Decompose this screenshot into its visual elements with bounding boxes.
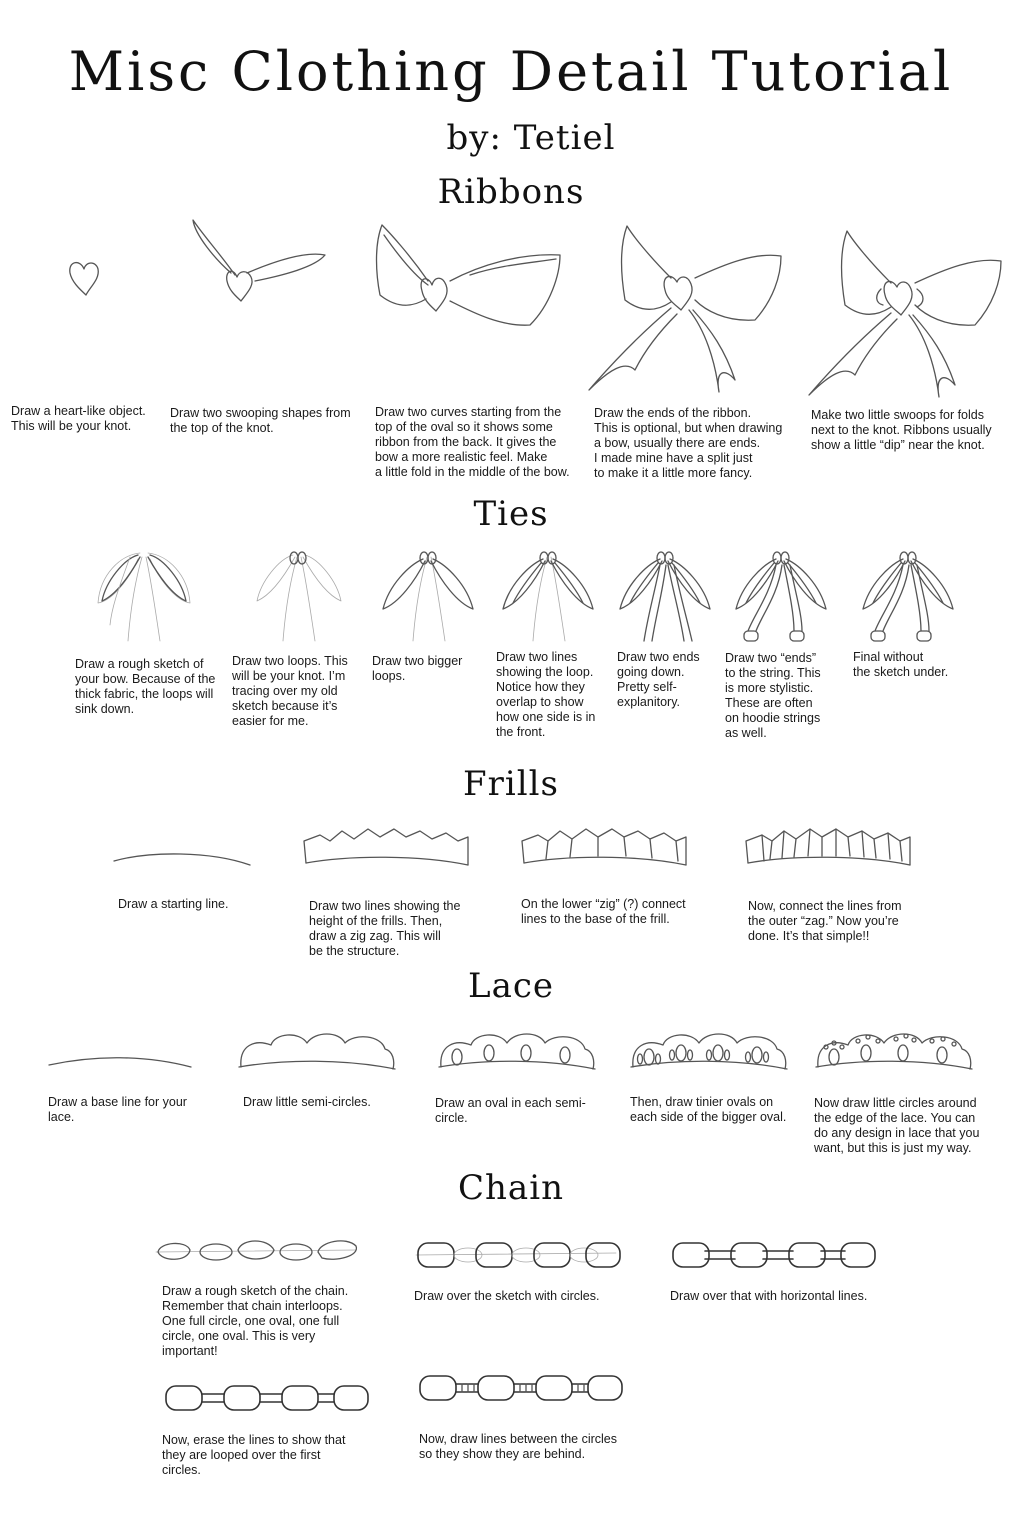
chain-step-5-caption: Now, draw lines between the circles so they show they are behind. [419, 1432, 618, 1461]
lace-step-3-sketch [435, 1025, 600, 1075]
tie-step-2-sketch [245, 545, 355, 645]
section-heading-frills: Frills [463, 764, 559, 804]
tie-step-5-caption: Draw two ends going down. Pretty self- explanitory. [617, 650, 700, 709]
tie-step-7-caption: Final without the sketch under. [853, 650, 949, 679]
tie-step-2-caption: Draw two loops. This will be your knot. I’m tracing over my old sketch because it’s easier for me. [232, 654, 348, 728]
ribbon-step-5-caption: Make two little swoops for folds next to the knot. Ribbons usually show a little “dip” near the knot. [811, 408, 992, 452]
ribbon-step-3-caption: Draw two curves starting from the top of the oval so it shows some ribbon from the back. It gives the bow a more realistic feel. Make a little fold in the middle of the bow. [375, 405, 570, 479]
section-heading-ties: Ties [473, 494, 549, 534]
frill-step-1-sketch [110, 845, 255, 875]
lace-step-2-sketch [235, 1025, 400, 1075]
chain-step-2-caption: Draw over the sketch with circles. [414, 1289, 600, 1303]
ribbon-step-4-sketch [585, 220, 785, 400]
tie-step-4-sketch [495, 545, 605, 645]
frill-step-3-caption: On the lower “zig” (?) connect lines to the base of the frill. [521, 897, 686, 926]
frill-step-2-caption: Draw two lines showing the height of the frills. Then, draw a zig zag. This will be the structure. [309, 899, 461, 958]
chain-step-5-sketch [412, 1368, 627, 1408]
ribbon-step-3-sketch [370, 215, 570, 345]
frill-step-3-sketch [518, 825, 693, 875]
author-byline: by: Tetiel [446, 118, 616, 158]
tie-step-1-caption: Draw a rough sketch of your bow. Because of the thick fabric, the loops will sink down. [75, 657, 216, 716]
frill-step-4-caption: Now, connect the lines from the outer “zag.” Now you’re done. It’s that simple!! [748, 899, 902, 943]
chain-step-4-sketch [158, 1378, 373, 1418]
frill-step-1-caption: Draw a starting line. [118, 897, 229, 911]
ribbon-step-4-caption: Draw the ends of the ribbon. This is optional, but when drawing a bow, usually there are ends. I made mine have a split just to make it a little more fancy. [594, 406, 783, 480]
section-heading-lace: Lace [467, 966, 554, 1006]
ribbon-step-1-caption: Draw a heart-like object. This will be your knot. [11, 404, 146, 433]
ribbon-step-1-sketch [60, 255, 110, 305]
ribbon-step-2-sketch [185, 215, 335, 315]
tie-step-6-caption: Draw two “ends” to the string. This is more stylistic. These are often on hoodie strings as well. [725, 651, 821, 740]
chain-step-3-caption: Draw over that with horizontal lines. [670, 1289, 868, 1303]
chain-step-4-caption: Now, erase the lines to show that they are looped over the first circles. [162, 1433, 346, 1477]
lace-step-5-sketch [812, 1025, 977, 1075]
lace-step-1-sketch [45, 1045, 195, 1075]
tie-step-4-caption: Draw two lines showing the loop. Notice how they overlap to show how one side is in the front. [496, 650, 596, 739]
tie-step-1-sketch [90, 545, 200, 645]
lace-step-1-caption: Draw a base line for your lace. [48, 1095, 187, 1124]
lace-step-4-caption: Then, draw tinier ovals on each side of the bigger oval. [630, 1095, 787, 1124]
ribbon-step-2-caption: Draw two swooping shapes from the top of the knot. [170, 406, 351, 435]
chain-step-1-caption: Draw a rough sketch of the chain. Remember that chain interloops. One full circle, one oval, one full circle, one oval. This is very important! [162, 1284, 349, 1358]
frill-step-4-sketch [742, 825, 917, 875]
frill-step-2-sketch [300, 825, 475, 875]
tie-step-5-sketch [612, 545, 722, 645]
tie-step-7-sketch [855, 545, 965, 655]
lace-step-5-caption: Now draw little circles around the edge of the lace. You can do any design in lace that you want, but this is just my way. [814, 1096, 980, 1155]
lace-step-2-caption: Draw little semi-circles. [243, 1095, 371, 1109]
section-heading-ribbons: Ribbons [437, 172, 585, 212]
chain-step-3-sketch [665, 1235, 880, 1275]
lace-step-4-sketch [627, 1025, 792, 1075]
tie-step-3-sketch [375, 545, 485, 645]
ribbon-step-5-sketch [805, 225, 1005, 405]
tie-step-3-caption: Draw two bigger loops. [372, 654, 463, 683]
lace-step-3-caption: Draw an oval in each semi- circle. [435, 1096, 586, 1125]
page-title: Misc Clothing Detail Tutorial [68, 40, 954, 103]
chain-step-1-sketch [150, 1232, 365, 1272]
tie-step-6-sketch [728, 545, 838, 655]
section-heading-chain: Chain [458, 1168, 564, 1208]
chain-step-2-sketch [410, 1235, 625, 1275]
